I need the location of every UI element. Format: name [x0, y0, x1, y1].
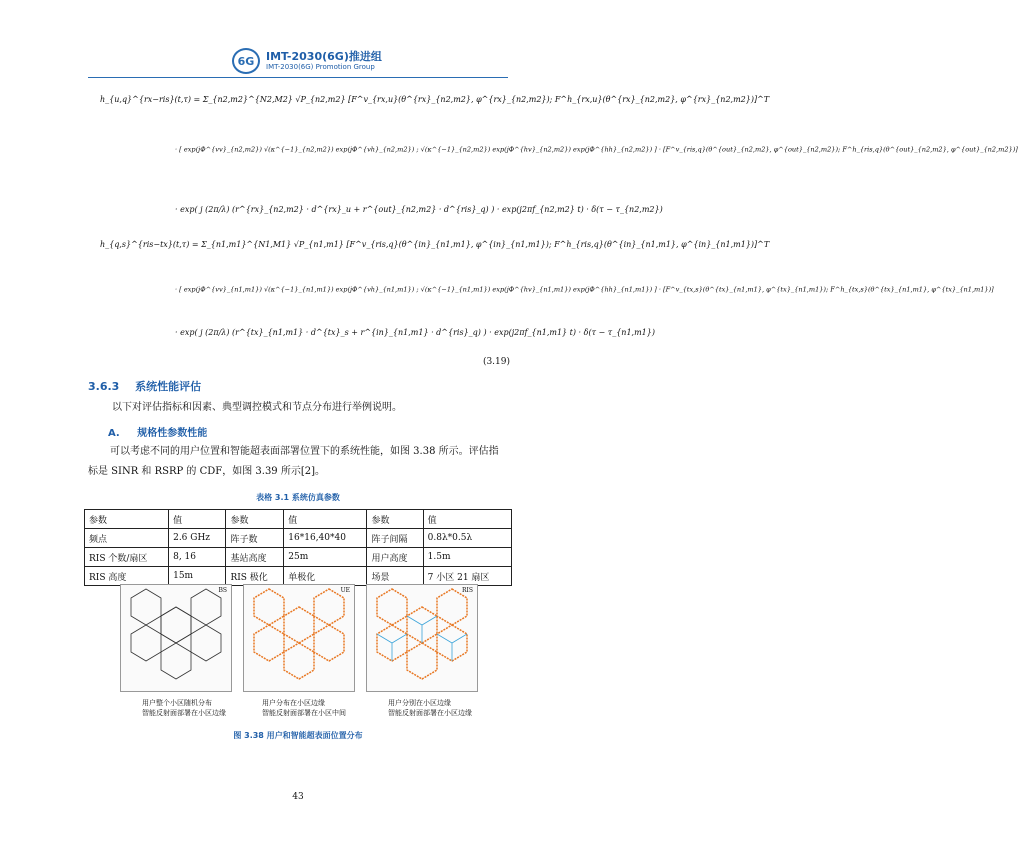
table-caption: 表格 3.1 系统仿真参数: [256, 493, 340, 502]
table-cell: 频点: [85, 529, 169, 548]
table-cell: 场景: [367, 567, 423, 586]
body-paragraph: 可以考虑不同的用户位置和智能超表面部署位置下的系统性能，如图 3.38 所示。评估指标是 SINR 和 RSRP 的 CDF，如图 3.39 所示[2]。: [88, 446, 499, 477]
table-cell: 单极化: [284, 567, 367, 586]
table-header-cell: 参数: [226, 510, 284, 529]
equation-number: (3.19): [482, 357, 510, 367]
subsection-title: 规格性参数性能: [137, 428, 208, 439]
header-title: IMT-2030(6G)推进组: [266, 50, 382, 63]
table-cell: 16*16,40*40: [284, 529, 367, 548]
table-row: [85, 529, 512, 548]
equation-1-lhs: h_{u,q}^{rx−ris}(t,τ) = Σ_{n2,m2}^{N2,M2} √P_{n2,m2} [F^v_{rx,u}(θ^{rx}_{n2,m2}, φ^{rx}_{n2,m2}); F^h_{rx,u}(θ^{rx}_{n2,m2}, φ^{rx}_{n2,m2})]^T: [100, 95, 770, 104]
table-cell: 0.8λ*0.5λ: [423, 529, 511, 548]
section-number: 3.6.3: [88, 380, 120, 393]
table-cell: 2.6 GHz: [169, 529, 226, 548]
header-rule: [88, 77, 508, 78]
header-subtitle: IMT-2030(6G) Promotion Group: [266, 63, 375, 71]
header-logo-block: [232, 46, 392, 76]
table-header-cell: 参数: [367, 510, 423, 529]
6g-logo-icon: 6G: [232, 48, 260, 74]
section-heading: [88, 378, 201, 394]
table-header-cell: 值: [169, 510, 226, 529]
legend-ris: RIS: [462, 587, 473, 594]
figure-panel-random-users: [120, 584, 232, 692]
table-cell: 阵子间隔: [367, 529, 423, 548]
table-header-cell: 值: [423, 510, 511, 529]
table-cell: 25m: [284, 548, 367, 567]
table-cell: 用户高度: [367, 548, 423, 567]
subsection-heading: [108, 424, 207, 439]
equation-2-exp: · exp( j (2π/λ) (r^{tx}_{n1,m1} · d^{tx}_s + r^{in}_{n1,m1} · d^{ris}_q) ) · exp(j2πf_{n1,m1} t) · δ(τ − τ_{n1,m1}): [175, 328, 655, 337]
equation-1-matrix: · [ exp(jΦ^{vv}_{n2,m2}) √(κ^{−1}_{n2,m2}) exp(jΦ^{vh}_{n2,m2}) ; √(κ^{−1}_{n2,m2}) exp(jΦ^{hv}_{n2,m2}) exp(jΦ^{hh}_{n2,m2}) ] · [F^v_{ris,q}(θ^{out}_{n2,m2}, φ^{out}_{n2,m2}); F^h_{ris,q}(θ^{out}_{n2,m2}, φ^{out}_{n2,m2})]: [175, 145, 1018, 154]
figure-panel-edge-users-edge-ris: [366, 584, 478, 692]
hex-layout-diagram-2: [244, 585, 354, 691]
figure-label-1: 用户整个小区随机分布 智能反射面部署在小区边缘: [142, 699, 226, 717]
table-header-row: [85, 510, 512, 529]
table-cell: 7 小区 21 扇区: [423, 567, 511, 586]
hex-cells: [131, 589, 221, 679]
hex-layout-diagram-1: [121, 585, 231, 691]
figure-panel-edge-users-center-ris: [243, 584, 355, 692]
subsection-number: A.: [108, 428, 120, 439]
legend-bs: BS: [218, 587, 227, 594]
table-cell: 阵子数: [226, 529, 284, 548]
figure-label-2: 用户分布在小区边缘 智能反射面部署在小区中间: [262, 699, 346, 717]
table-cell: 基站高度: [226, 548, 284, 567]
intro-paragraph: 以下对评估指标和因素、典型调控模式和节点分布进行举例说明。: [112, 402, 402, 413]
table-cell: 1.5m: [423, 548, 511, 567]
hex-cells: [254, 589, 344, 679]
table-cell: RIS 极化: [226, 567, 284, 586]
beam-lines: [377, 616, 467, 661]
hex-layout-diagram-3: [367, 585, 477, 691]
table-cell: RIS 高度: [85, 567, 169, 586]
parameters-table: [84, 509, 512, 586]
figure-caption: 图 3.38 用户和智能超表面位置分布: [233, 731, 363, 740]
equation-1-exp: · exp( j (2π/λ) (r^{rx}_{n2,m2} · d^{rx}_u + r^{out}_{n2,m2} · d^{ris}_q) ) · exp(j2πf_{n2,m2} t) · δ(τ − τ_{n2,m2}): [175, 205, 663, 214]
figure-label-3: 用户分别在小区边缘 智能反射面部署在小区边缘: [388, 699, 472, 717]
section-title: 系统性能评估: [135, 380, 202, 393]
table-header-cell: 值: [284, 510, 367, 529]
table-cell: 8, 16: [169, 548, 226, 567]
legend-ue: UE: [340, 587, 350, 594]
table-header-cell: 参数: [85, 510, 169, 529]
table-row: [85, 548, 512, 567]
table-row: [85, 567, 512, 586]
page-number: 43: [292, 792, 304, 802]
equation-2-matrix: · [ exp(jΦ^{vv}_{n1,m1}) √(κ^{−1}_{n1,m1}) exp(jΦ^{vh}_{n1,m1}) ; √(κ^{−1}_{n1,m1}) exp(jΦ^{hv}_{n1,m1}) exp(jΦ^{hh}_{n1,m1}) ] · [F^v_{tx,s}(θ^{tx}_{n1,m1}, φ^{tx}_{n1,m1}); F^h_{tx,s}(θ^{tx}_{n1,m1}, φ^{tx}_{n1,m1})]: [175, 285, 994, 294]
equation-2-lhs: h_{q,s}^{ris−tx}(t,τ) = Σ_{n1,m1}^{N1,M1} √P_{n1,m1} [F^v_{ris,q}(θ^{in}_{n1,m1}, φ^{in}_{n1,m1}); F^h_{ris,q}(θ^{in}_{n1,m1}, φ^{in}_{n1,m1})]^T: [100, 240, 770, 249]
table-cell: 15m: [169, 567, 226, 586]
table-cell: RIS 个数/扇区: [85, 548, 169, 567]
